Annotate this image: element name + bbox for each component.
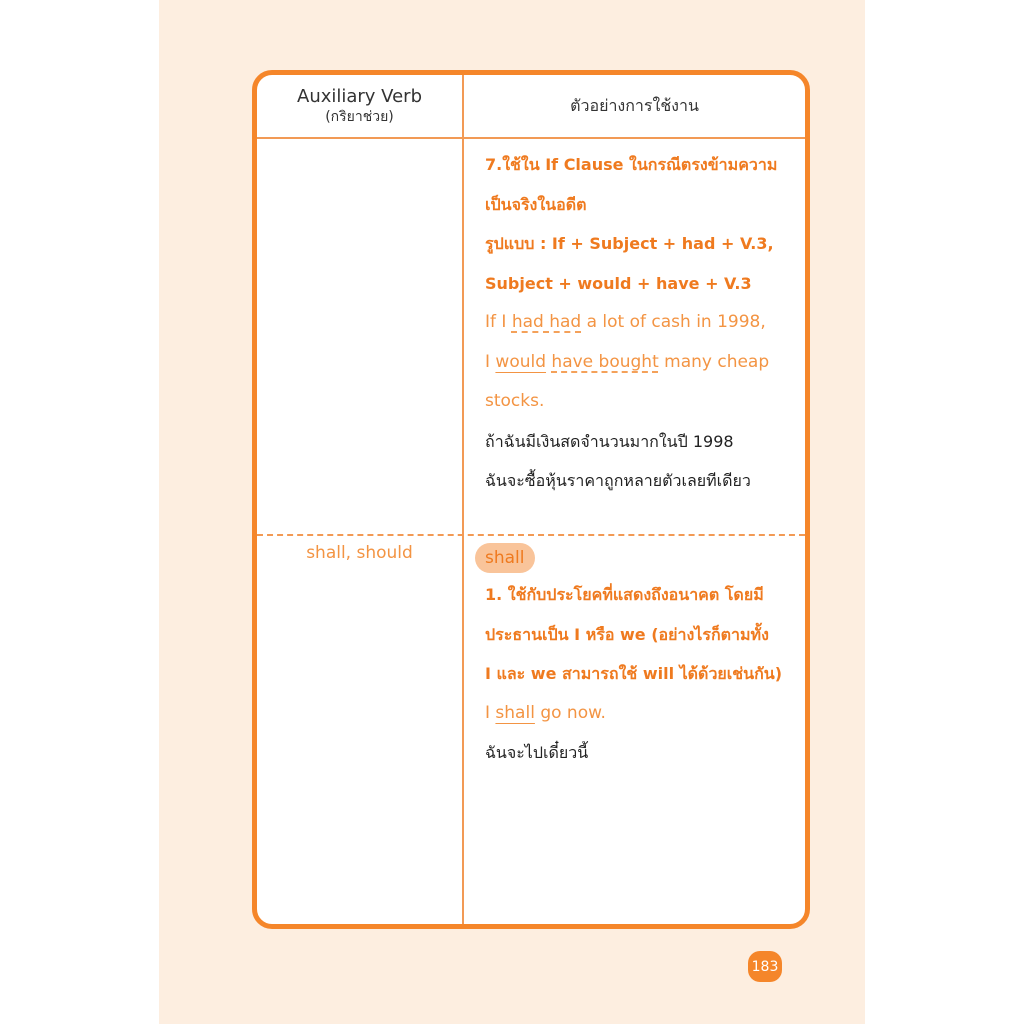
example-sentence bbox=[485, 343, 805, 383]
underlined-verb: shall bbox=[495, 702, 535, 723]
header-col1-title: Auxiliary Verb bbox=[297, 86, 422, 107]
underlined-verb: have bought bbox=[551, 351, 659, 372]
auxiliary-verb-table bbox=[252, 70, 810, 929]
translation-text: ฉันจะซื้อหุ้นราคาถูกหลายตัวเลยทีเดียว bbox=[485, 471, 751, 490]
example-sentence bbox=[485, 303, 805, 343]
page-number-badge: 183 bbox=[748, 951, 782, 982]
translation-text: ถ้าฉันมีเงินสดจำนวนมากในปี 1998 bbox=[485, 431, 734, 451]
rule-text: 1. ใช้กับประโยคที่แสดงถึงอนาคต โดยมี bbox=[485, 585, 764, 604]
underlined-verb: had had bbox=[511, 312, 582, 332]
header-col2-title: ตัวอย่างการใช้งาน bbox=[570, 95, 699, 115]
rule-text: เป็นจริงในอดีต bbox=[485, 194, 587, 214]
header-divider bbox=[257, 137, 805, 139]
rule-text: ประธานเป็น I หรือ we (อย่างไรก็ตามทั้ง bbox=[485, 624, 769, 644]
row2-examples bbox=[485, 543, 805, 773]
underlined-verb: would bbox=[495, 351, 547, 372]
example-sentence bbox=[485, 694, 805, 734]
rule-text: 7.ใช้ใน If Clause ในกรณีตรงข้ามความ bbox=[485, 155, 778, 174]
text: I bbox=[485, 351, 496, 372]
column-divider bbox=[462, 75, 464, 924]
header-col1-subtitle: (กริยาช่วย) bbox=[325, 109, 394, 125]
header-col-verb bbox=[257, 75, 462, 137]
text: a lot of cash in 1998, bbox=[581, 312, 766, 332]
text: many cheap bbox=[658, 351, 770, 372]
row1-examples bbox=[485, 145, 805, 501]
pattern-text: รูปแบบ : If + Subject + had + V.3, bbox=[485, 234, 774, 253]
text: If I bbox=[485, 312, 512, 332]
translation-text: ฉันจะไปเดี๋ยวนี้ bbox=[485, 743, 589, 762]
pattern-text: Subject + would + have + V.3 bbox=[485, 273, 752, 293]
text: I bbox=[485, 702, 496, 723]
text: go now. bbox=[534, 702, 606, 723]
rule-text: I และ we สามารถใช้ will ได้ด้วยเช่นกัน) bbox=[485, 664, 783, 683]
verb-label: shall, should bbox=[306, 543, 413, 563]
row-divider-dashed bbox=[257, 534, 805, 536]
header-col-examples bbox=[464, 75, 805, 137]
verb-tag: shall bbox=[475, 543, 535, 573]
example-sentence: stocks. bbox=[485, 391, 545, 411]
